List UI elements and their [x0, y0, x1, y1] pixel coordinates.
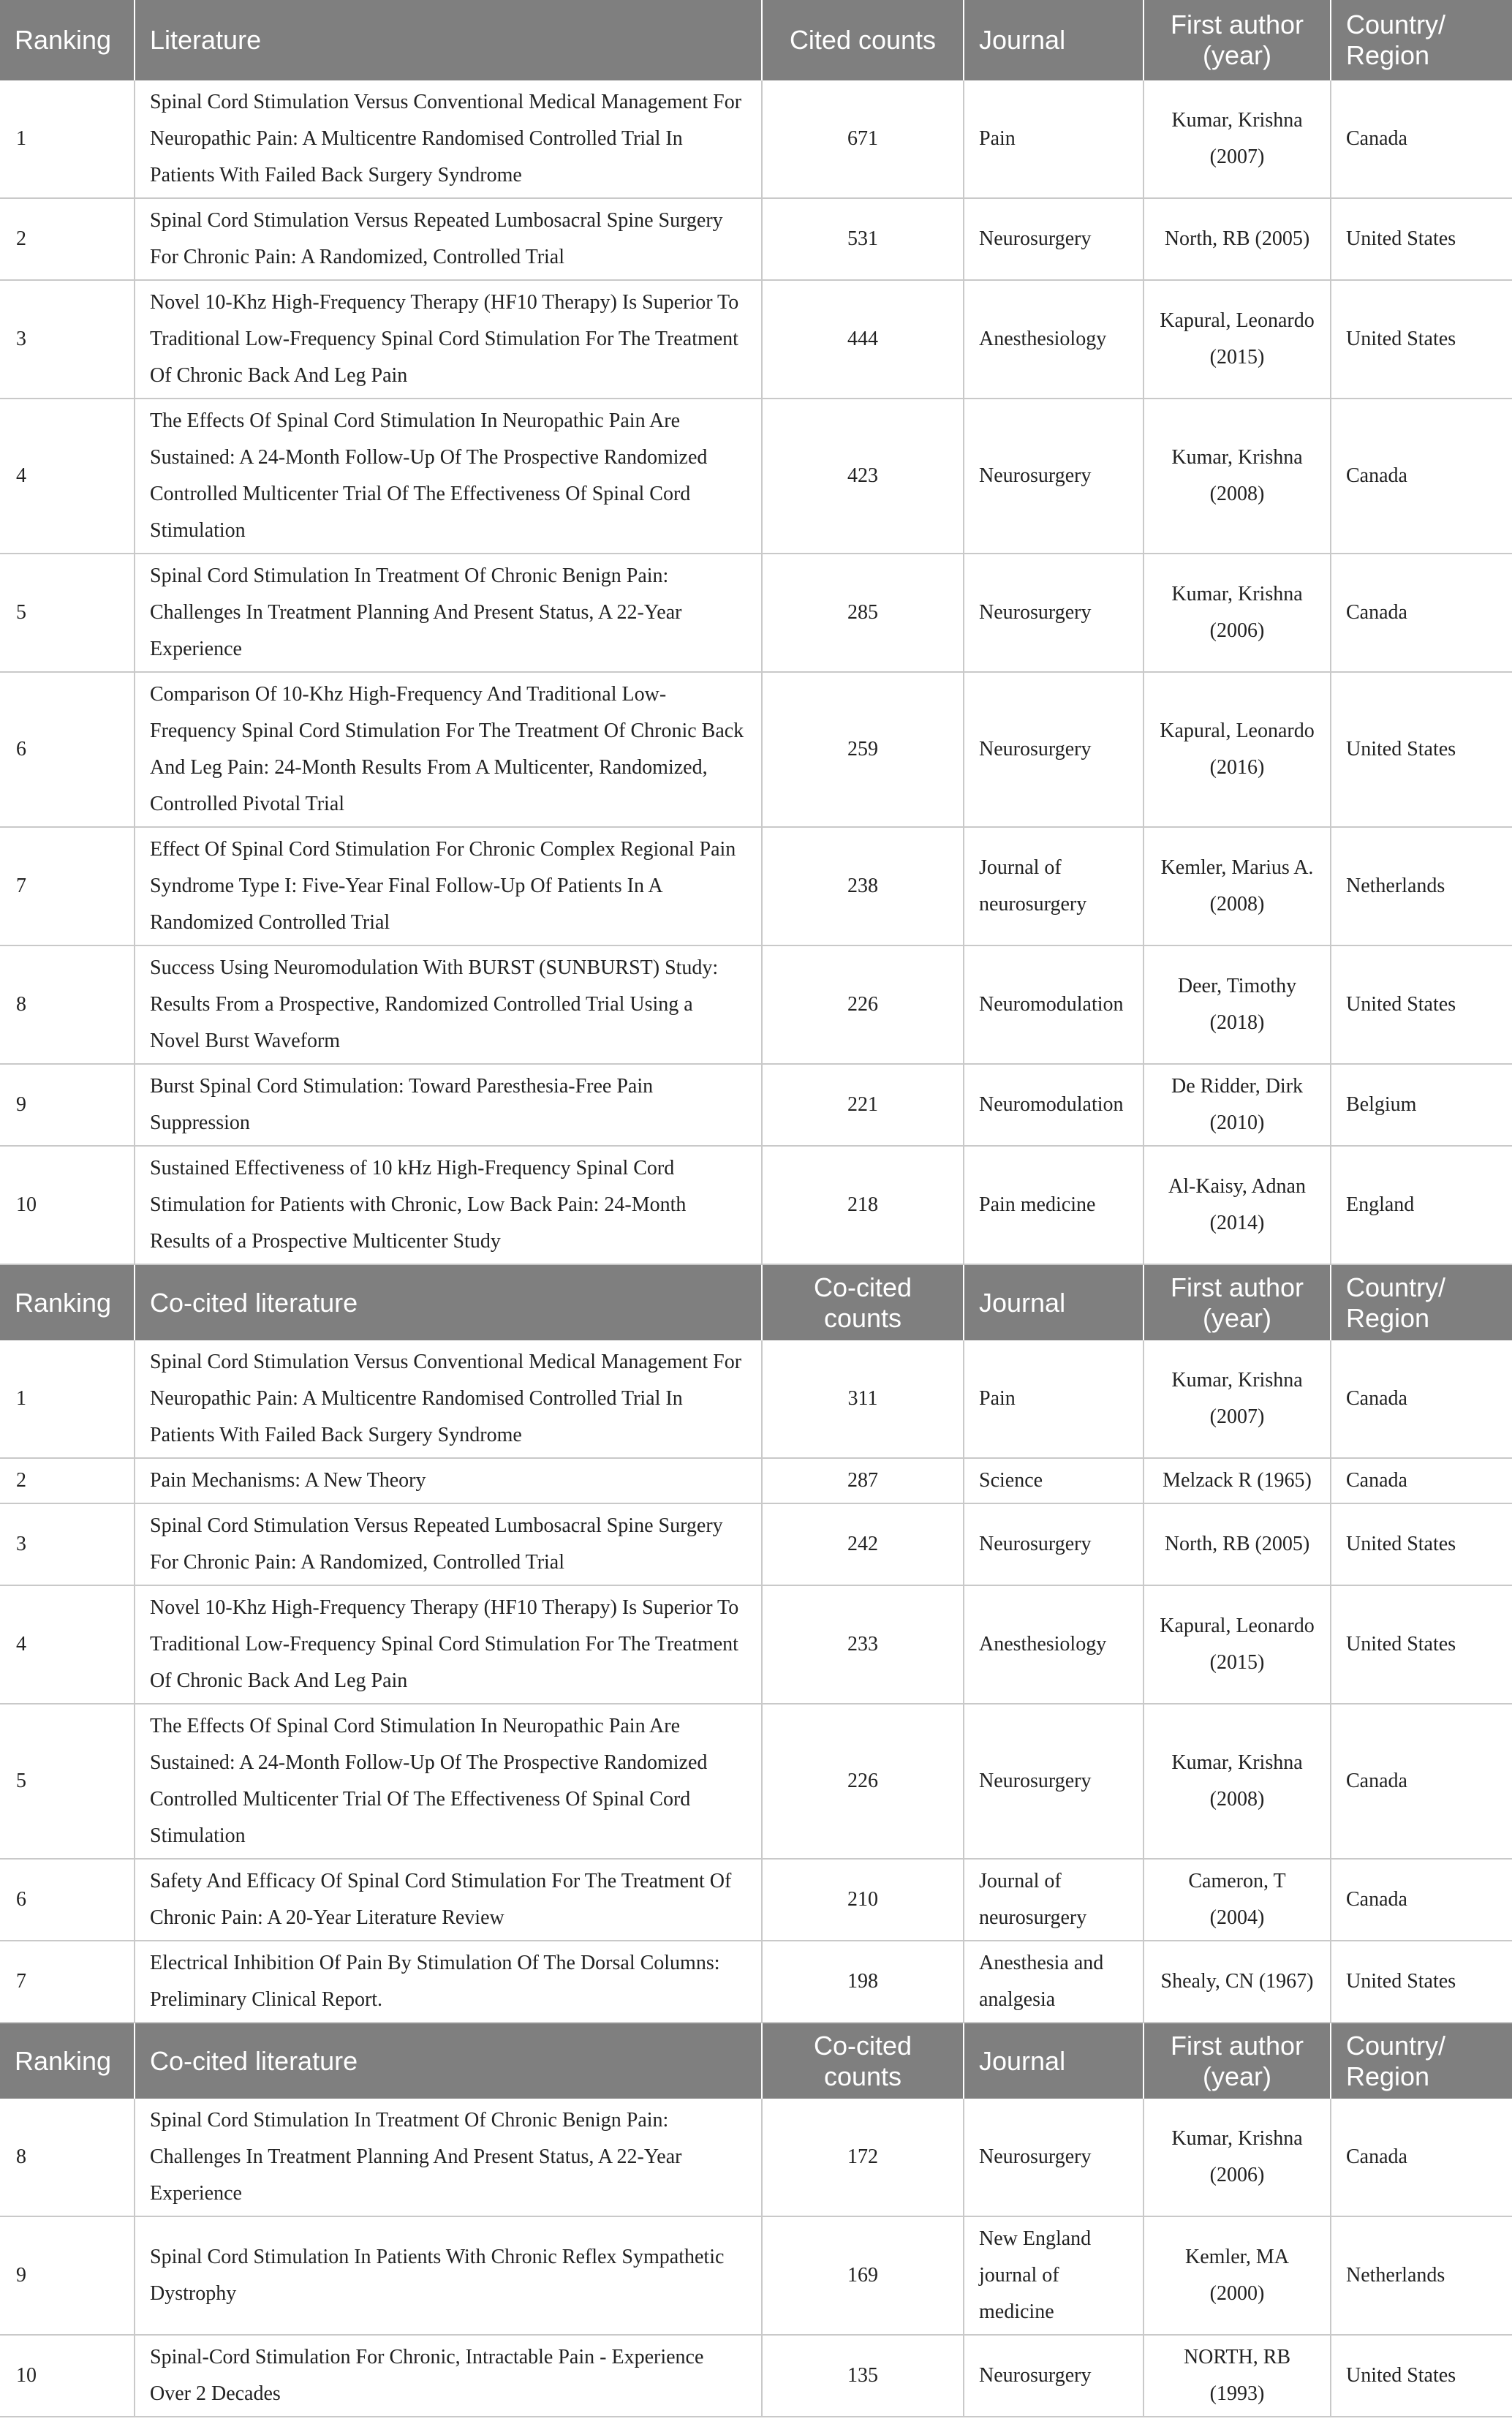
cell-country-region: United States — [1331, 198, 1512, 280]
table-row — [0, 2335, 1512, 2417]
cell-country-region: Canada — [1331, 80, 1512, 198]
cell-journal: Neurosurgery — [964, 672, 1144, 827]
table-row — [0, 1458, 1512, 1503]
cell-literature: The Effects Of Spinal Cord Stimulation In Neuropathic Pain Are Sustained: A 24-Month Follow-Up Of The Prospective Randomized Controlled Multicenter Trial Of The Effectiveness Of Spinal Cord Stimulation — [135, 1704, 762, 1859]
cell-first-author: Kapural, Leonardo (2015) — [1144, 1585, 1331, 1704]
table-row — [0, 1064, 1512, 1146]
cell-ranking: 9 — [0, 1064, 135, 1146]
cell-first-author: North, RB (2005) — [1144, 198, 1331, 280]
cell-journal: Neuromodulation — [964, 945, 1144, 1064]
table-row — [0, 1146, 1512, 1264]
cell-country-region: United States — [1331, 1585, 1512, 1704]
cell-first-author: Kumar, Krishna (2007) — [1144, 1340, 1331, 1458]
cell-country-region: United States — [1331, 945, 1512, 1064]
cell-ranking: 6 — [0, 672, 135, 827]
cell-literature: Electrical Inhibition Of Pain By Stimulation Of The Dorsal Columns: Preliminary Clinical Report. — [135, 1941, 762, 2023]
cell-first-author: Melzack R (1965) — [1144, 1458, 1331, 1503]
column-header-counts: Cited counts — [762, 0, 964, 80]
cell-literature: Spinal Cord Stimulation Versus Repeated Lumbosacral Spine Surgery For Chronic Pain: A Randomized, Controlled Trial — [135, 1503, 762, 1585]
cell-country-region: United States — [1331, 1503, 1512, 1585]
cell-journal: Pain — [964, 1340, 1144, 1458]
cell-ranking: 9 — [0, 2216, 135, 2335]
cell-first-author: NORTH, RB (1993) — [1144, 2335, 1331, 2417]
cell-ranking: 1 — [0, 1340, 135, 1458]
cell-first-author: Kapural, Leonardo (2016) — [1144, 672, 1331, 827]
column-header-first-author: First author (year) — [1144, 0, 1331, 80]
cell-ranking: 5 — [0, 1704, 135, 1859]
table-row — [0, 80, 1512, 198]
cell-counts: 226 — [762, 1704, 964, 1859]
cell-country-region: Canada — [1331, 1458, 1512, 1503]
cell-counts: 233 — [762, 1585, 964, 1704]
cell-country-region: England — [1331, 1146, 1512, 1264]
cell-first-author: Cameron, T (2004) — [1144, 1859, 1331, 1941]
table-row — [0, 399, 1512, 554]
column-header-journal: Journal — [964, 1264, 1144, 1340]
cell-ranking: 2 — [0, 1458, 135, 1503]
cell-literature: Spinal Cord Stimulation In Patients With Chronic Reflex Sympathetic Dystrophy — [135, 2216, 762, 2335]
table-row — [0, 1704, 1512, 1859]
cell-ranking: 4 — [0, 399, 135, 554]
cell-first-author: Kumar, Krishna (2006) — [1144, 2099, 1331, 2216]
cell-literature: Pain Mechanisms: A New Theory — [135, 1458, 762, 1503]
cell-first-author: Kumar, Krishna (2006) — [1144, 554, 1331, 672]
table-row — [0, 1941, 1512, 2023]
cell-counts: 671 — [762, 80, 964, 198]
cell-ranking: 8 — [0, 2099, 135, 2216]
cell-literature: Spinal-Cord Stimulation For Chronic, Intractable Pain - Experience Over 2 Decades — [135, 2335, 762, 2417]
cell-first-author: Kumar, Krishna (2007) — [1144, 80, 1331, 198]
cell-ranking: 2 — [0, 198, 135, 280]
cell-journal: Neurosurgery — [964, 554, 1144, 672]
column-header-counts: Co-cited counts — [762, 2023, 964, 2099]
cell-country-region: Belgium — [1331, 1064, 1512, 1146]
cell-country-region: United States — [1331, 280, 1512, 399]
column-header-country-region: Country/ Region — [1331, 0, 1512, 80]
cell-ranking: 8 — [0, 945, 135, 1064]
cell-country-region: United States — [1331, 2335, 1512, 2417]
cell-journal: Neurosurgery — [964, 2099, 1144, 2216]
cell-first-author: De Ridder, Dirk (2010) — [1144, 1064, 1331, 1146]
cell-literature: Success Using Neuromodulation With BURST (SUNBURST) Study: Results From a Prospective, Randomized Controlled Trial Using a Novel Burst Waveform — [135, 945, 762, 1064]
cell-counts: 444 — [762, 280, 964, 399]
cell-ranking: 10 — [0, 2335, 135, 2417]
table-row — [0, 1503, 1512, 1585]
cell-literature: Spinal Cord Stimulation Versus Conventional Medical Management For Neuropathic Pain: A Multicentre Randomised Controlled Trial In Patients With Failed Back Surgery Syndrome — [135, 80, 762, 198]
cell-literature: Novel 10-Khz High-Frequency Therapy (HF10 Therapy) Is Superior To Traditional Low-Frequency Spinal Cord Stimulation For The Treatment Of Chronic Back And Leg Pain — [135, 280, 762, 399]
header-row — [0, 2023, 1512, 2099]
header-row — [0, 1264, 1512, 1340]
cell-ranking: 6 — [0, 1859, 135, 1941]
cell-country-region: Canada — [1331, 399, 1512, 554]
column-header-journal: Journal — [964, 2023, 1144, 2099]
cell-journal: Journal of neurosurgery — [964, 827, 1144, 945]
cell-counts: 531 — [762, 198, 964, 280]
cell-literature: Burst Spinal Cord Stimulation: Toward Paresthesia-Free Pain Suppression — [135, 1064, 762, 1146]
cell-journal: Journal of neurosurgery — [964, 1859, 1144, 1941]
cell-counts: 198 — [762, 1941, 964, 2023]
cell-first-author: Shealy, CN (1967) — [1144, 1941, 1331, 2023]
cell-literature: Comparison Of 10-Khz High-Frequency And Traditional Low-Frequency Spinal Cord Stimulation For The Treatment Of Chronic Back And Leg Pain: 24-Month Results From A Multicenter, Randomized, Controlled Pivotal Trial — [135, 672, 762, 827]
cell-first-author: Deer, Timothy (2018) — [1144, 945, 1331, 1064]
cell-country-region: Netherlands — [1331, 2216, 1512, 2335]
cell-counts: 210 — [762, 1859, 964, 1941]
cell-journal: Neurosurgery — [964, 1704, 1144, 1859]
cell-ranking: 1 — [0, 80, 135, 198]
cell-literature: Spinal Cord Stimulation Versus Repeated Lumbosacral Spine Surgery For Chronic Pain: A Randomized, Controlled Trial — [135, 198, 762, 280]
cell-country-region: Netherlands — [1331, 827, 1512, 945]
cell-first-author: Kumar, Krishna (2008) — [1144, 1704, 1331, 1859]
table-row — [0, 2216, 1512, 2335]
cell-first-author: Kapural, Leonardo (2015) — [1144, 280, 1331, 399]
table-row — [0, 1340, 1512, 1458]
cell-journal: Anesthesia and analgesia — [964, 1941, 1144, 2023]
cell-counts: 221 — [762, 1064, 964, 1146]
cell-first-author: Kemler, Marius A. (2008) — [1144, 827, 1331, 945]
cell-ranking: 4 — [0, 1585, 135, 1704]
column-header-ranking: Ranking — [0, 2023, 135, 2099]
cell-journal: Neurosurgery — [964, 399, 1144, 554]
cell-first-author: North, RB (2005) — [1144, 1503, 1331, 1585]
cell-country-region: Canada — [1331, 1859, 1512, 1941]
cell-literature: Effect Of Spinal Cord Stimulation For Chronic Complex Regional Pain Syndrome Type I: Five-Year Final Follow-Up Of Patients In A Randomized Controlled Trial — [135, 827, 762, 945]
cell-journal: Pain medicine — [964, 1146, 1144, 1264]
cell-ranking: 7 — [0, 1941, 135, 2023]
column-header-country-region: Country/ Region — [1331, 2023, 1512, 2099]
cell-country-region: Canada — [1331, 1704, 1512, 1859]
cell-journal: Anesthesiology — [964, 280, 1144, 399]
table-row — [0, 2099, 1512, 2216]
cell-ranking: 10 — [0, 1146, 135, 1264]
cell-literature: Spinal Cord Stimulation In Treatment Of Chronic Benign Pain: Challenges In Treatment Planning And Present Status, A 22-Year Experience — [135, 554, 762, 672]
cell-counts: 238 — [762, 827, 964, 945]
cell-first-author: Al-Kaisy, Adnan (2014) — [1144, 1146, 1331, 1264]
cell-ranking: 3 — [0, 280, 135, 399]
cell-first-author: Kemler, MA (2000) — [1144, 2216, 1331, 2335]
cell-literature: The Effects Of Spinal Cord Stimulation In Neuropathic Pain Are Sustained: A 24-Month Follow-Up Of The Prospective Randomized Controlled Multicenter Trial Of The Effectiveness Of Spinal Cord Stimulation — [135, 399, 762, 554]
column-header-literature: Co-cited literature — [135, 1264, 762, 1340]
cell-country-region: United States — [1331, 672, 1512, 827]
table-row — [0, 672, 1512, 827]
cell-ranking: 5 — [0, 554, 135, 672]
cell-counts: 226 — [762, 945, 964, 1064]
table-row — [0, 554, 1512, 672]
cell-journal: New England journal of medicine — [964, 2216, 1144, 2335]
cell-counts: 242 — [762, 1503, 964, 1585]
column-header-literature: Co-cited literature — [135, 2023, 762, 2099]
cell-counts: 259 — [762, 672, 964, 827]
cell-country-region: Canada — [1331, 554, 1512, 672]
cell-ranking: 7 — [0, 827, 135, 945]
cell-literature: Sustained Effectiveness of 10 kHz High-Frequency Spinal Cord Stimulation for Patients with Chronic, Low Back Pain: 24-Month Results of a Prospective Multicenter Study — [135, 1146, 762, 1264]
cell-literature: Spinal Cord Stimulation Versus Conventional Medical Management For Neuropathic Pain: A Multicentre Randomised Controlled Trial In Patients With Failed Back Surgery Syndrome — [135, 1340, 762, 1458]
cell-counts: 287 — [762, 1458, 964, 1503]
cell-literature: Spinal Cord Stimulation In Treatment Of Chronic Benign Pain: Challenges In Treatment Planning And Present Status, A 22-Year Experience — [135, 2099, 762, 2216]
cell-country-region: Canada — [1331, 1340, 1512, 1458]
cell-counts: 285 — [762, 554, 964, 672]
cell-journal: Science — [964, 1458, 1144, 1503]
table-row — [0, 945, 1512, 1064]
table-row — [0, 1585, 1512, 1704]
cell-journal: Neurosurgery — [964, 198, 1144, 280]
cell-counts: 172 — [762, 2099, 964, 2216]
column-header-first-author: First author (year) — [1144, 1264, 1331, 1340]
cell-counts: 218 — [762, 1146, 964, 1264]
cell-first-author: Kumar, Krishna (2008) — [1144, 399, 1331, 554]
column-header-journal: Journal — [964, 0, 1144, 80]
cell-journal: Neurosurgery — [964, 1503, 1144, 1585]
cell-counts: 423 — [762, 399, 964, 554]
cell-ranking: 3 — [0, 1503, 135, 1585]
column-header-ranking: Ranking — [0, 0, 135, 80]
table-row — [0, 1859, 1512, 1941]
cell-literature: Safety And Efficacy Of Spinal Cord Stimulation For The Treatment Of Chronic Pain: A 20-Year Literature Review — [135, 1859, 762, 1941]
cell-journal: Neuromodulation — [964, 1064, 1144, 1146]
cell-journal: Anesthesiology — [964, 1585, 1144, 1704]
cell-counts: 135 — [762, 2335, 964, 2417]
column-header-literature: Literature — [135, 0, 762, 80]
cell-country-region: United States — [1331, 1941, 1512, 2023]
cell-journal: Neurosurgery — [964, 2335, 1144, 2417]
cell-counts: 311 — [762, 1340, 964, 1458]
table-row — [0, 280, 1512, 399]
cell-counts: 169 — [762, 2216, 964, 2335]
table-row — [0, 198, 1512, 280]
column-header-first-author: First author (year) — [1144, 2023, 1331, 2099]
cell-literature: Novel 10-Khz High-Frequency Therapy (HF10 Therapy) Is Superior To Traditional Low-Frequency Spinal Cord Stimulation For The Treatment Of Chronic Back And Leg Pain — [135, 1585, 762, 1704]
column-header-country-region: Country/ Region — [1331, 1264, 1512, 1340]
header-row — [0, 0, 1512, 80]
cell-journal: Pain — [964, 80, 1144, 198]
table-row — [0, 827, 1512, 945]
column-header-counts: Co-cited counts — [762, 1264, 964, 1340]
cell-country-region: Canada — [1331, 2099, 1512, 2216]
column-header-ranking: Ranking — [0, 1264, 135, 1340]
